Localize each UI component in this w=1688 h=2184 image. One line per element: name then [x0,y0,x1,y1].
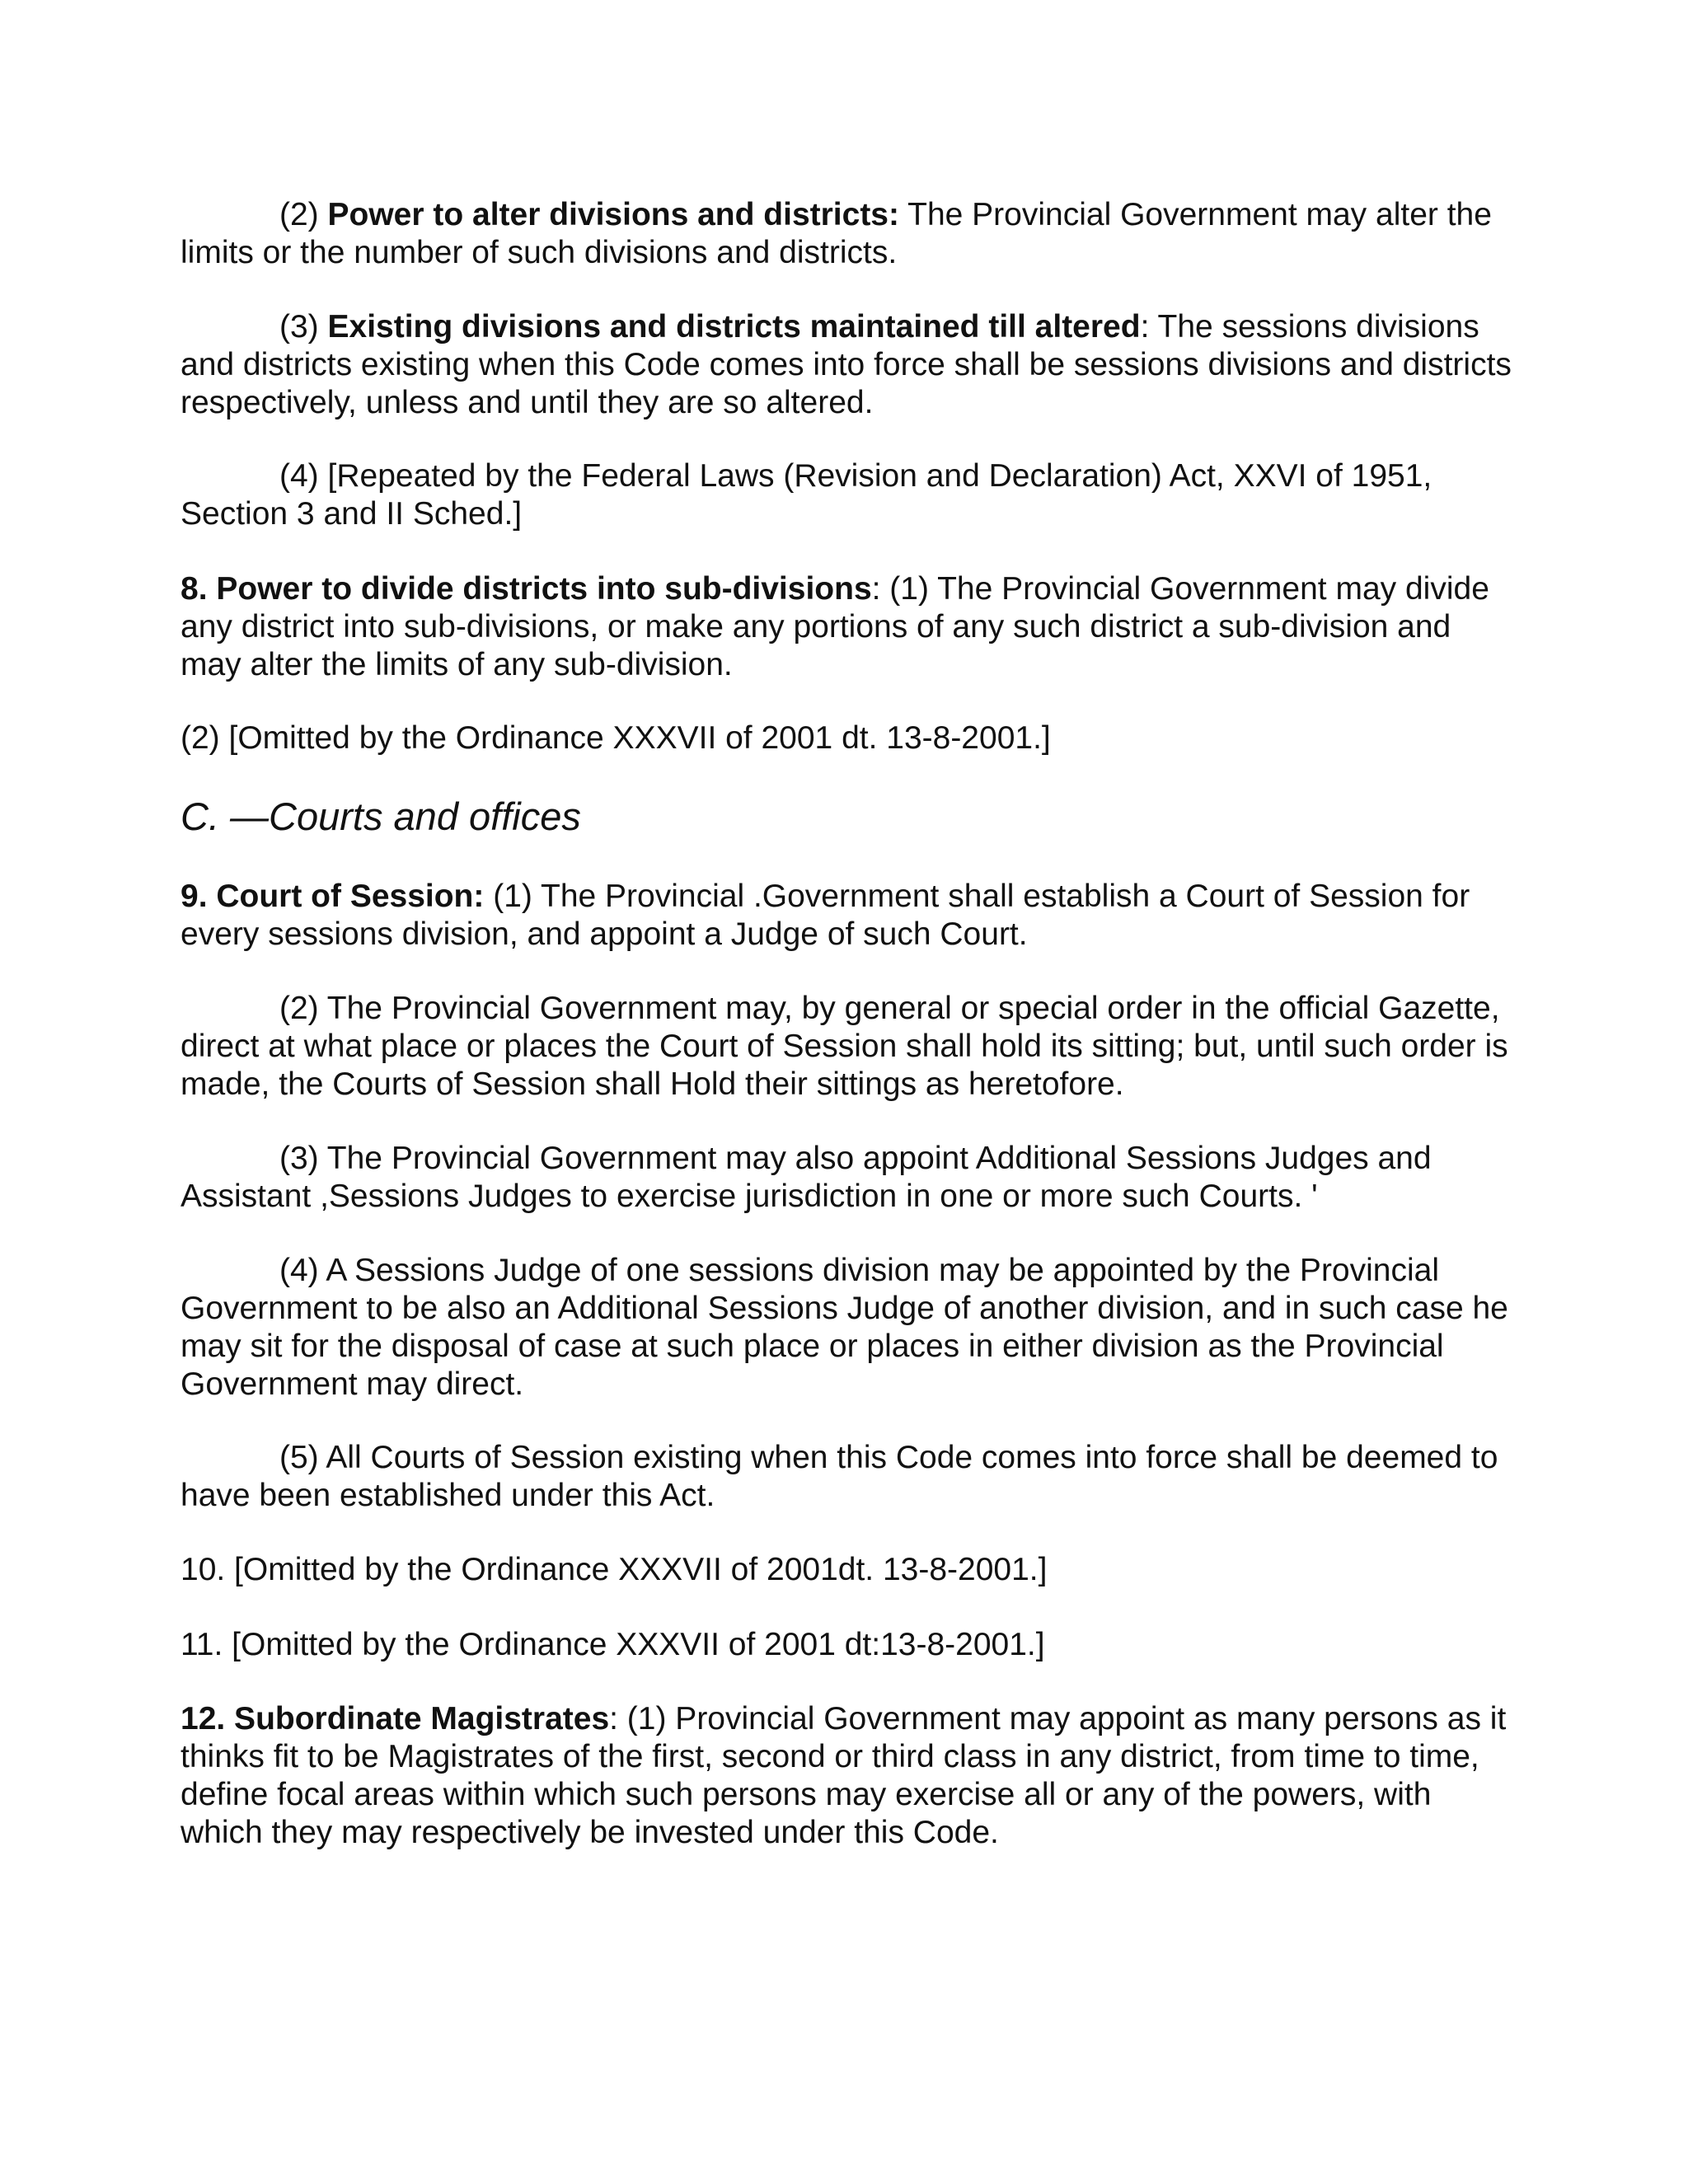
clause-text: (5) All Courts of Session existing when this Code comes into force shall be deemed to have been established under this Act. [181,1440,1498,1513]
clause-text: (4) [Repeated by the Federal Laws (Revision and Declaration) Act, XXVI of 1951, Section 3 and II Sched.] [181,458,1432,532]
clause-text: (3) The Provincial Government may also appoint Additional Sessions Judges and Assistant ,Sessions Judges to exercise jurisdiction in one or more such Courts. ' [181,1141,1432,1214]
section-title: 8. Power to divide districts into sub-divisions [181,571,872,607]
paragraph-8-1 [181,570,1516,684]
paragraph-9-3 [181,1140,1516,1216]
clause-title: Power to alter divisions and districts: [327,197,899,232]
paragraph-7-4 [181,457,1516,533]
clause-text: (4) A Sessions Judge of one sessions division may be appointed by the Provincial Government to be also an Additional Sessions Judge of another division, and in such case he may sit for the disposal of case at such place or places in either division as the Provincial Government may direct. [181,1253,1508,1402]
clause-text: : (1) Provincial Government may appoint as many persons as it thinks fit to be Magistrates of the first, second or third class in any district, from time to time, define focal areas within which such persons may exercise all or any of the powers, with which they may respectively be invested under this Code. [181,1701,1507,1850]
paragraph-7-2 [181,196,1516,272]
section-heading-courts: C. —Courts and offices [181,794,581,838]
clause-text: (2) The Provincial Government may, by general or special order in the official Gazette, direct at what place or places the Court of Session shall hold its sitting; but, until such order is made, the Courts of Session shall Hold their sittings as heretofore. [181,991,1508,1102]
paragraph-12-1 [181,1700,1516,1852]
clause-title: Existing divisions and districts maintained till altered [327,309,1141,344]
paragraph-9-5 [181,1439,1516,1515]
clause-text: 11. [Omitted by the Ordinance XXXVII of 2001 dt:13-8-2001.] [181,1627,1045,1662]
clause-text: 10. [Omitted by the Ordinance XXXVII of 2001dt. 13-8-2001.] [181,1552,1048,1587]
clause-number: (3) [279,309,328,344]
clause-text: : The sessions divisions and districts existing when this Code comes into force shall be sessions divisions and districts respectively, unless and until they are so altered. [181,309,1512,420]
paragraph-9-4 [181,1252,1516,1404]
clause-text: (1) The Provincial .Government shall establish a Court of Session for every sessions division, and appoint a Judge of such Court. [181,879,1470,952]
paragraph-7-3 [181,308,1516,422]
clause-number: (2) [279,197,328,232]
paragraph-8-2 [181,719,1516,757]
section-title: 9. Court of Session: [181,879,485,914]
section-title: 12. Subordinate Magistrates [181,1701,610,1736]
paragraph-9-2 [181,990,1516,1104]
clause-text: : (1) The Provincial Government may divide any district into sub-divisions, or make any portions of any such district a sub-division and may alter the limits of any sub-division. [181,571,1489,682]
paragraph-9-1 [181,878,1516,954]
paragraph-11 [181,1626,1516,1664]
paragraph-10 [181,1551,1516,1589]
clause-text: (2) [Omitted by the Ordinance XXXVII of 2001 dt. 13-8-2001.] [181,720,1051,756]
clause-text: The Provincial Government may alter the limits or the number of such divisions and districts. [181,197,1492,270]
